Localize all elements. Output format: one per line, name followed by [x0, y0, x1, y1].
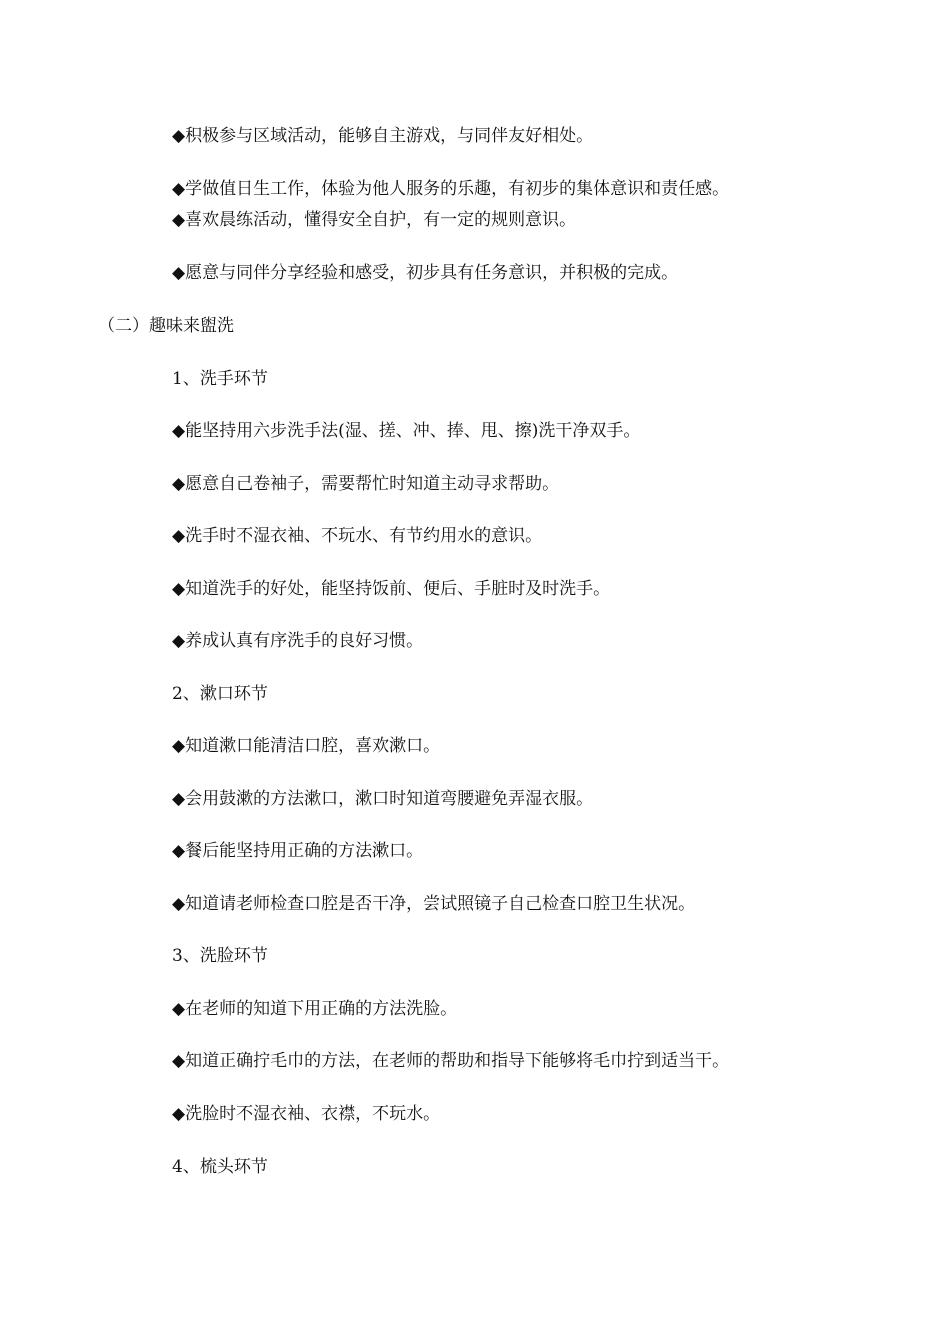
- list-item: ◆洗手时不湿衣袖、不玩水、有节约用水的意识。: [172, 526, 543, 546]
- subsection-title-handwash: 1、洗手环节: [172, 369, 268, 389]
- list-item: ◆能坚持用六步洗手法(湿、搓、冲、捧、甩、擦)洗干净双手。: [172, 421, 641, 441]
- list-item: ◆在老师的知道下用正确的方法洗脸。: [172, 999, 458, 1019]
- list-item: ◆知道正确拧毛巾的方法，在老师的帮助和指导下能够将毛巾拧到适当干。: [172, 1051, 730, 1071]
- list-item: ◆愿意自己卷袖子，需要帮忙时知道主动寻求帮助。: [172, 474, 560, 494]
- list-item: ◆知道漱口能清洁口腔，喜欢漱口。: [172, 736, 441, 756]
- list-item: ◆养成认真有序洗手的良好习惯。: [172, 631, 424, 651]
- list-item: ◆愿意与同伴分享经验和感受，初步具有任务意识，并积极的完成。: [172, 263, 679, 283]
- list-item: ◆知道洗手的好处，能坚持饭前、便后、手脏时及时洗手。: [172, 579, 611, 599]
- list-item: ◆学做值日生工作，体验为他人服务的乐趣，有初步的集体意识和责任感。: [172, 179, 730, 199]
- list-item: ◆餐后能坚持用正确的方法漱口。: [172, 841, 424, 861]
- list-item: ◆积极参与区域活动，能够自主游戏，与同伴友好相处。: [172, 126, 594, 146]
- list-item: ◆会用鼓漱的方法漱口，漱口时知道弯腰避免弄湿衣服。: [172, 789, 594, 809]
- list-item: ◆知道请老师检查口腔是否干净，尝试照镜子自己检查口腔卫生状况。: [172, 894, 696, 914]
- subsection-title-facewash: 3、洗脸环节: [172, 946, 268, 966]
- section-heading: （二）趣味来盥洗: [98, 316, 234, 336]
- subsection-title-mouthrinse: 2、漱口环节: [172, 684, 268, 704]
- list-item: ◆喜欢晨练活动，懂得安全自护，有一定的规则意识。: [172, 210, 577, 230]
- subsection-title-haircomb: 4、梳头环节: [172, 1157, 268, 1177]
- list-item: ◆洗脸时不湿衣袖、衣襟，不玩水。: [172, 1104, 441, 1124]
